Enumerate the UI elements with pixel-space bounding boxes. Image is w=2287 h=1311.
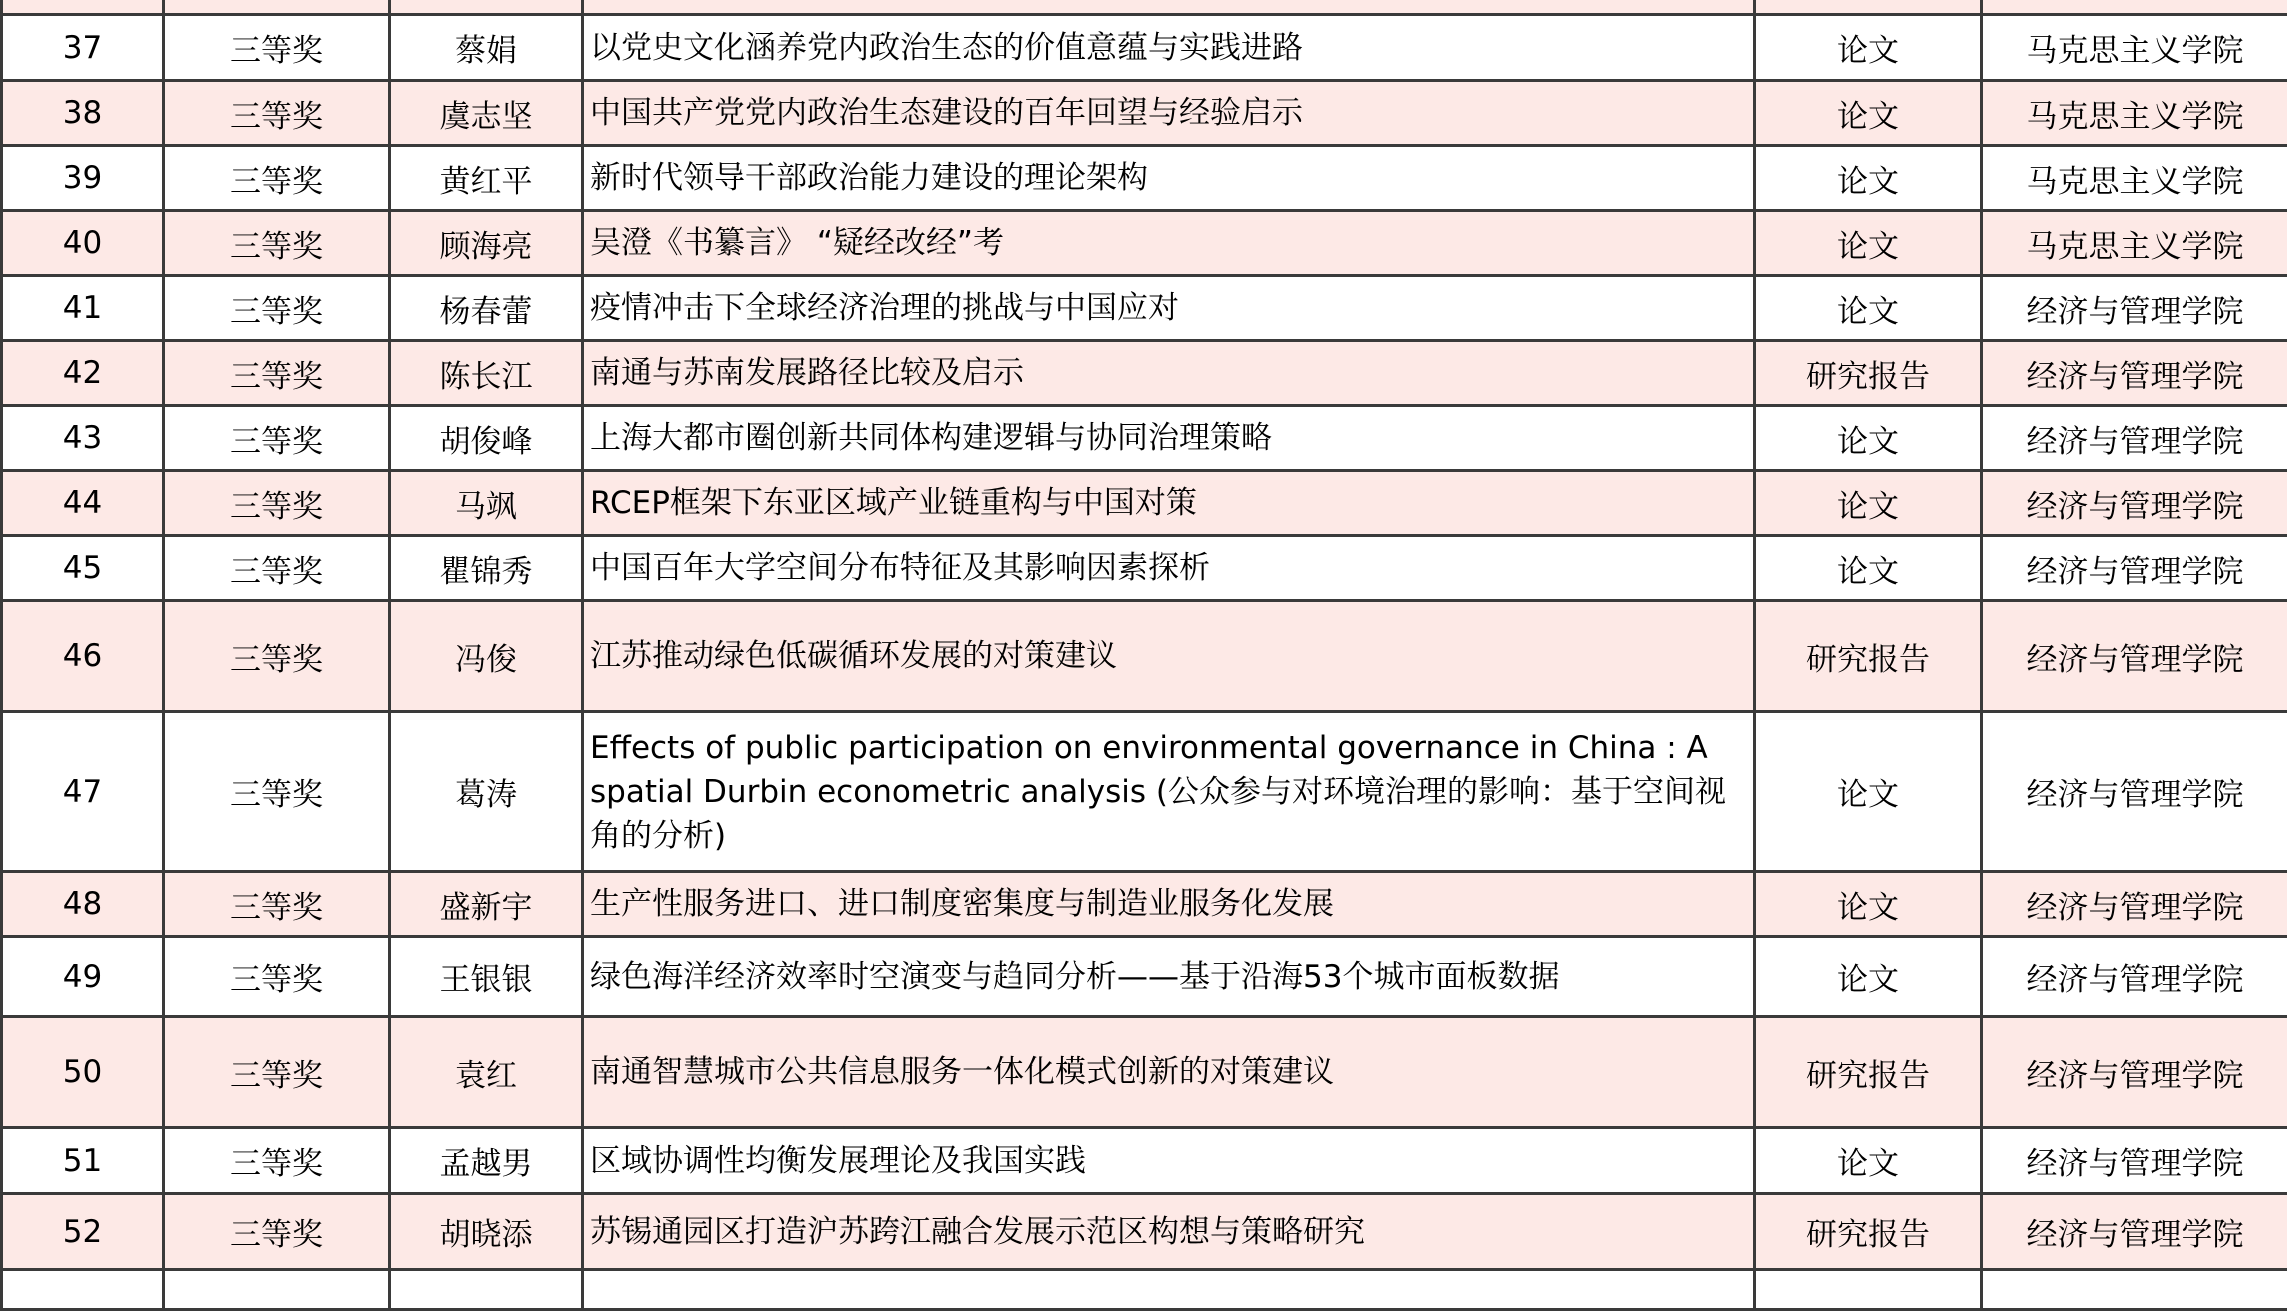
table-row (2, 536, 2287, 601)
award-level: 三等奖 (164, 536, 390, 601)
author-name: 顾海亮 (390, 211, 583, 276)
work-title: 绿色海洋经济效率时空演变与趋同分析——基于沿海53个城市面板数据 (583, 937, 1755, 1017)
award-level (164, 0, 390, 15)
table-row (2, 601, 2287, 712)
affiliation: 经济与管理学院 (1982, 406, 2287, 471)
author-name: 冯俊 (390, 601, 583, 712)
affiliation: 经济与管理学院 (1982, 1194, 2287, 1270)
row-number: 49 (2, 937, 164, 1017)
table-row (2, 937, 2287, 1017)
row-number: 42 (2, 341, 164, 406)
work-type: 研究报告 (1755, 1194, 1982, 1270)
row-number: 45 (2, 536, 164, 601)
author-name: 胡晓添 (390, 1194, 583, 1270)
author-name (390, 1270, 583, 1310)
row-number: 51 (2, 1128, 164, 1194)
table-row (2, 1270, 2287, 1310)
work-type: 研究报告 (1755, 601, 1982, 712)
affiliation: 经济与管理学院 (1982, 601, 2287, 712)
work-title: Effects of public participation on environmental governance in China : A spatial Durbin econometric analysis (公众参与对环境治理的影响：基于空间视角的分析) (583, 712, 1755, 872)
affiliation: 经济与管理学院 (1982, 872, 2287, 937)
table-row (2, 406, 2287, 471)
table-row (2, 211, 2287, 276)
work-type (1755, 1270, 1982, 1310)
table-row (2, 146, 2287, 211)
work-type: 论文 (1755, 1128, 1982, 1194)
work-type: 论文 (1755, 15, 1982, 81)
table-row (2, 471, 2287, 536)
author-name: 王银银 (390, 937, 583, 1017)
work-title (583, 1270, 1755, 1310)
author-name: 葛涛 (390, 712, 583, 872)
work-title: RCEP框架下东亚区域产业链重构与中国对策 (583, 471, 1755, 536)
row-number: 47 (2, 712, 164, 872)
award-level: 三等奖 (164, 872, 390, 937)
affiliation (1982, 0, 2287, 15)
work-title: 苏锡通园区打造沪苏跨江融合发展示范区构想与策略研究 (583, 1194, 1755, 1270)
row-number: 43 (2, 406, 164, 471)
work-title: 南通智慧城市公共信息服务一体化模式创新的对策建议 (583, 1017, 1755, 1128)
work-title: 中国共产党党内政治生态建设的百年回望与经验启示 (583, 81, 1755, 146)
work-title: 区域协调性均衡发展理论及我国实践 (583, 1128, 1755, 1194)
row-number: 44 (2, 471, 164, 536)
award-level (164, 1270, 390, 1310)
row-number: 41 (2, 276, 164, 341)
table-row (2, 276, 2287, 341)
work-type: 研究报告 (1755, 1017, 1982, 1128)
affiliation: 经济与管理学院 (1982, 341, 2287, 406)
work-type (1755, 0, 1982, 15)
award-level: 三等奖 (164, 211, 390, 276)
table-row (2, 872, 2287, 937)
work-title: 南通与苏南发展路径比较及启示 (583, 341, 1755, 406)
row-number: 37 (2, 15, 164, 81)
work-title (583, 0, 1755, 15)
work-type: 论文 (1755, 937, 1982, 1017)
author-name: 孟越男 (390, 1128, 583, 1194)
award-level: 三等奖 (164, 601, 390, 712)
affiliation: 马克思主义学院 (1982, 15, 2287, 81)
affiliation: 经济与管理学院 (1982, 712, 2287, 872)
author-name: 黄红平 (390, 146, 583, 211)
affiliation: 经济与管理学院 (1982, 536, 2287, 601)
award-level: 三等奖 (164, 937, 390, 1017)
work-title: 吴澄《书纂言》 “疑经改经”考 (583, 211, 1755, 276)
affiliation: 经济与管理学院 (1982, 937, 2287, 1017)
work-title: 疫情冲击下全球经济治理的挑战与中国应对 (583, 276, 1755, 341)
work-type: 论文 (1755, 211, 1982, 276)
affiliation: 经济与管理学院 (1982, 1128, 2287, 1194)
award-level: 三等奖 (164, 146, 390, 211)
author-name: 马飒 (390, 471, 583, 536)
award-level: 三等奖 (164, 1194, 390, 1270)
award-level: 三等奖 (164, 1017, 390, 1128)
award-level: 三等奖 (164, 341, 390, 406)
work-type: 研究报告 (1755, 341, 1982, 406)
work-type: 论文 (1755, 146, 1982, 211)
table-row (2, 1128, 2287, 1194)
affiliation: 马克思主义学院 (1982, 211, 2287, 276)
author-name: 蔡娟 (390, 15, 583, 81)
award-level: 三等奖 (164, 81, 390, 146)
author-name: 袁红 (390, 1017, 583, 1128)
table-row (2, 0, 2287, 15)
work-type: 论文 (1755, 712, 1982, 872)
work-title: 上海大都市圈创新共同体构建逻辑与协同治理策略 (583, 406, 1755, 471)
award-level: 三等奖 (164, 471, 390, 536)
author-name: 胡俊峰 (390, 406, 583, 471)
row-number (2, 0, 164, 15)
work-title: 新时代领导干部政治能力建设的理论架构 (583, 146, 1755, 211)
award-level: 三等奖 (164, 406, 390, 471)
work-type: 论文 (1755, 406, 1982, 471)
affiliation (1982, 1270, 2287, 1310)
table-row (2, 81, 2287, 146)
row-number: 38 (2, 81, 164, 146)
award-level: 三等奖 (164, 276, 390, 341)
work-title: 生产性服务进口、进口制度密集度与制造业服务化发展 (583, 872, 1755, 937)
row-number: 48 (2, 872, 164, 937)
work-type: 论文 (1755, 471, 1982, 536)
work-type: 论文 (1755, 872, 1982, 937)
table-row (2, 1194, 2287, 1270)
table-row (2, 341, 2287, 406)
author-name: 陈长江 (390, 341, 583, 406)
work-type: 论文 (1755, 81, 1982, 146)
author-name (390, 0, 583, 15)
affiliation: 经济与管理学院 (1982, 1017, 2287, 1128)
row-number: 40 (2, 211, 164, 276)
row-number: 46 (2, 601, 164, 712)
author-name: 虞志坚 (390, 81, 583, 146)
award-level: 三等奖 (164, 712, 390, 872)
work-title: 以党史文化涵养党内政治生态的价值意蕴与实践进路 (583, 15, 1755, 81)
author-name: 杨春蕾 (390, 276, 583, 341)
author-name: 盛新宇 (390, 872, 583, 937)
award-level: 三等奖 (164, 1128, 390, 1194)
affiliation: 马克思主义学院 (1982, 81, 2287, 146)
table-row (2, 712, 2287, 872)
affiliation: 经济与管理学院 (1982, 471, 2287, 536)
affiliation: 马克思主义学院 (1982, 146, 2287, 211)
row-number: 50 (2, 1017, 164, 1128)
row-number: 52 (2, 1194, 164, 1270)
row-number (2, 1270, 164, 1310)
work-type: 论文 (1755, 536, 1982, 601)
row-number: 39 (2, 146, 164, 211)
work-type: 论文 (1755, 276, 1982, 341)
affiliation: 经济与管理学院 (1982, 276, 2287, 341)
table-row (2, 1017, 2287, 1128)
author-name: 瞿锦秀 (390, 536, 583, 601)
award-level: 三等奖 (164, 15, 390, 81)
work-title: 江苏推动绿色低碳循环发展的对策建议 (583, 601, 1755, 712)
table-row (2, 15, 2287, 81)
work-title: 中国百年大学空间分布特征及其影响因素探析 (583, 536, 1755, 601)
